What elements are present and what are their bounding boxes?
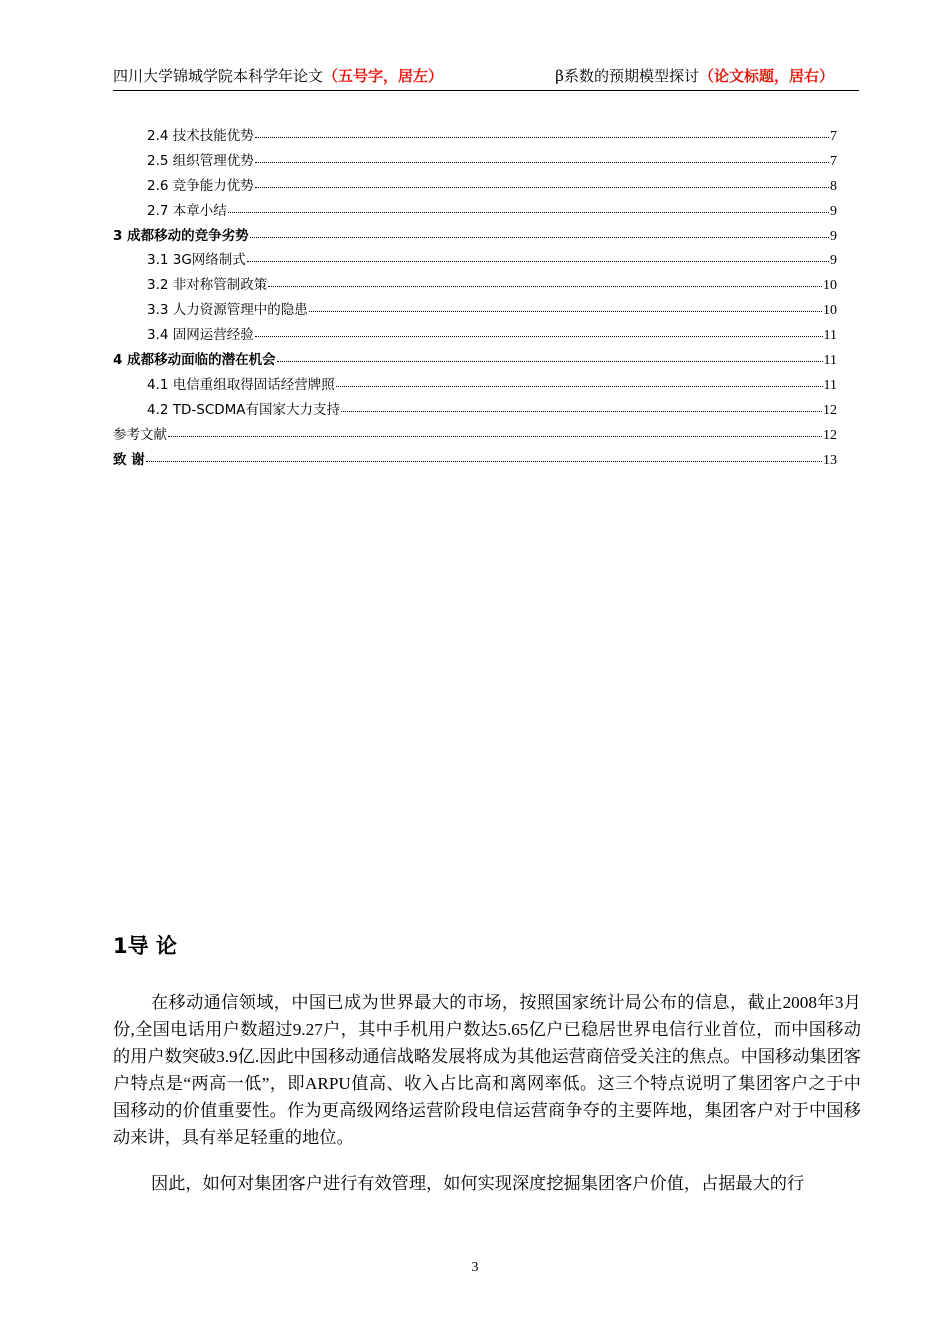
toc-entry[interactable]: [113, 448, 837, 473]
toc-leader-dots: [255, 173, 829, 188]
toc-entry[interactable]: [113, 224, 837, 249]
toc-entry[interactable]: [113, 323, 837, 348]
toc-leader-dots: [341, 397, 822, 412]
toc-entry[interactable]: [113, 348, 837, 373]
toc-entry-page: 8: [830, 178, 837, 194]
toc-entry-page: 11: [823, 377, 837, 393]
toc-entry-label: 参考文献: [113, 426, 167, 443]
toc-entry-label: 2.6 竞争能力优势: [147, 177, 254, 194]
toc-entry-page: 9: [830, 203, 837, 219]
toc-leader-dots: [247, 247, 829, 262]
toc-entry-label: 3.2 非对称管制政策: [147, 277, 268, 294]
toc-entry-page: 10: [823, 303, 837, 319]
toc-entry-page: 9: [830, 228, 837, 244]
toc-leader-dots: [146, 447, 822, 462]
toc-entry[interactable]: [113, 248, 837, 273]
toc-entry-label: 3.1 3G网络制式: [147, 252, 246, 269]
toc-entry-page: 10: [823, 278, 837, 294]
header-right: [555, 64, 834, 88]
toc-entry-label: 4.1 电信重组取得固话经营牌照: [147, 376, 335, 393]
section-heading: 1导 论: [113, 934, 177, 958]
toc-entry-page: 7: [830, 153, 837, 169]
toc-entry-page: 12: [823, 427, 837, 443]
header-right-note: （论文标题，居右）: [698, 67, 834, 85]
header-left-text: 四川大学锦城学院本科学年论文: [113, 67, 324, 85]
toc-entry-page: 9: [830, 253, 837, 269]
toc-entry-label: 3 成都移动的竞争劣势: [113, 227, 249, 244]
toc-entry-label: 4.2 TD-SCDMA有国家大力支持: [147, 401, 341, 418]
toc-entry[interactable]: [113, 124, 837, 149]
toc-leader-dots: [255, 148, 829, 163]
page-header: [113, 64, 859, 91]
toc-entry-page: 12: [823, 402, 837, 418]
toc-entry[interactable]: [113, 423, 837, 448]
toc-entry[interactable]: [113, 273, 837, 298]
table-of-contents: [113, 124, 837, 472]
toc-leader-dots: [268, 272, 822, 287]
toc-entry-label: 致 谢: [113, 451, 145, 468]
toc-leader-dots: [250, 223, 829, 238]
toc-entry-label: 2.5 组织管理优势: [147, 152, 254, 169]
toc-entry-label: 3.3 人力资源管理中的隐患: [147, 302, 308, 319]
toc-entry[interactable]: [113, 149, 837, 174]
toc-entry[interactable]: [113, 373, 837, 398]
toc-leader-dots: [255, 322, 823, 337]
toc-entry-label: 3.4 固网运营经验: [147, 327, 254, 344]
body-paragraph-1: 在移动通信领域，中国已成为世界最大的市场，按照国家统计局公布的信息，截止2008年3月份,全国电话用户数超过9.27户，其中手机用户数达5.65亿户已稳居世界电信行业首位，而中国移动的用户数突破3.9亿.因此中国移动通信战略发展将成为其他运营商倍受关注的焦点。中国移动集团客户特点是“两高一低”，即ARPU值高、收入占比高和离网率低。这三个特点说明了集团客户之于中国移动的价值重要性。作为更高级网络运营阶段电信运营商争夺的主要阵地，集团客户对于中国移动来讲，具有举足轻重的地位。: [113, 993, 861, 1147]
toc-entry[interactable]: [113, 174, 837, 199]
toc-entry-label: 2.7 本章小结: [147, 202, 227, 219]
header-left: [113, 64, 443, 88]
toc-leader-dots: [336, 372, 823, 387]
toc-entry[interactable]: [113, 298, 837, 323]
header-left-note: （五号字，居左）: [323, 67, 444, 85]
toc-entry-page: 13: [823, 452, 837, 468]
toc-leader-dots: [255, 123, 829, 138]
toc-entry-label: 4 成都移动面临的潜在机会: [113, 352, 276, 369]
toc-entry[interactable]: [113, 199, 837, 224]
page-number: 3: [471, 1260, 479, 1275]
toc-leader-dots: [168, 422, 822, 437]
toc-leader-dots: [228, 198, 829, 213]
toc-leader-dots: [277, 347, 823, 362]
toc-leader-dots: [309, 297, 822, 312]
header-right-text: β系数的预期模型探讨: [555, 67, 699, 85]
toc-entry-page: 11: [823, 328, 837, 344]
toc-entry-page: 11: [823, 353, 837, 369]
body-paragraph-2: 因此，如何对集团客户进行有效管理，如何实现深度挖掘集团客户价值，占据最大的行: [151, 1174, 805, 1193]
toc-entry[interactable]: [113, 398, 837, 423]
toc-entry-page: 7: [830, 129, 837, 144]
toc-entry-label: 2.4 技术技能优势: [147, 128, 254, 144]
